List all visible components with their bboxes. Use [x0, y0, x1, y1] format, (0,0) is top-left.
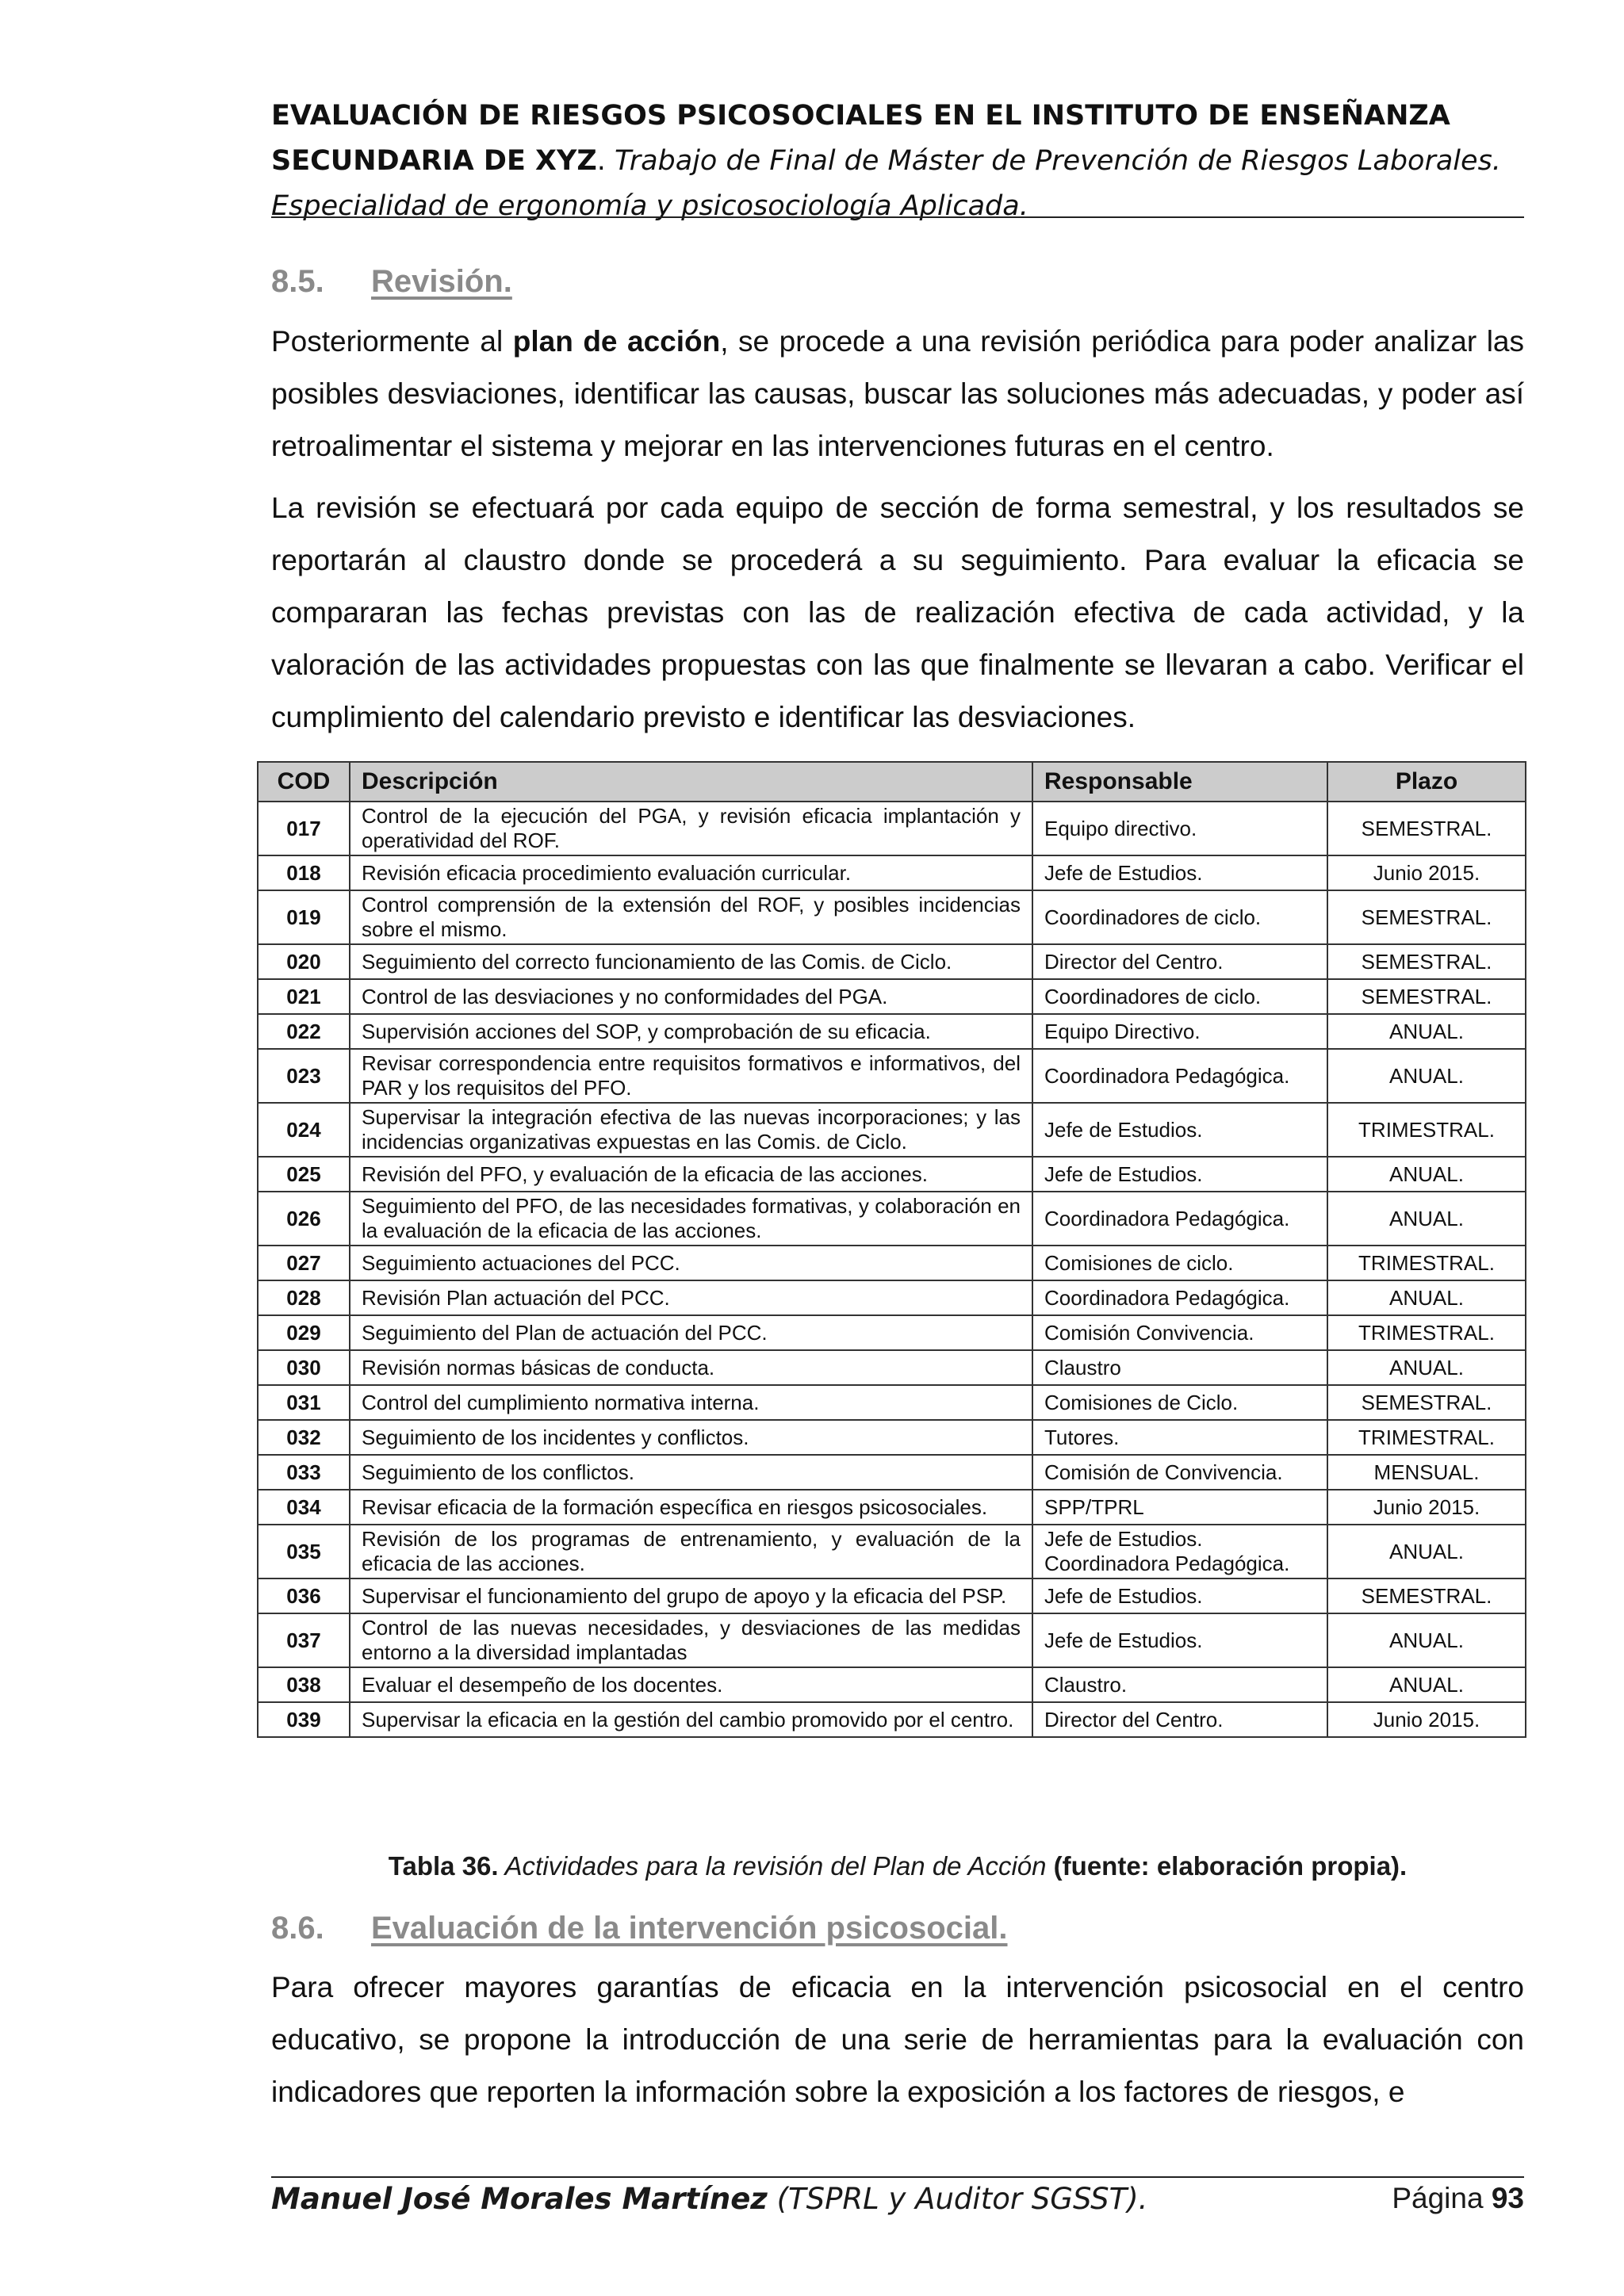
column-header-responsable: Responsable [1032, 762, 1327, 802]
cell-responsable: Comisión de Convivencia. [1032, 1455, 1327, 1490]
page-footer [271, 2182, 1524, 2221]
cell-descripcion: Seguimiento del Plan de actuación del PCC. [350, 1315, 1032, 1350]
cell-cod: 019 [258, 890, 350, 944]
table-row [258, 1246, 1526, 1280]
cell-plazo: ANUAL. [1327, 1667, 1526, 1702]
cell-cod: 030 [258, 1350, 350, 1385]
header-title-bold: EVALUACIÓN DE RIESGOS PSICOSOCIALES EN EL INSTITUTO DE ENSEÑANZA SECUNDARIA DE XYZ [271, 100, 1450, 177]
cell-descripcion: Revisión eficacia procedimiento evaluación curricular. [350, 855, 1032, 890]
cell-plazo: SEMESTRAL. [1327, 890, 1526, 944]
cell-plazo: ANUAL. [1327, 1613, 1526, 1667]
cell-cod: 036 [258, 1578, 350, 1613]
column-header-cod: COD [258, 762, 350, 802]
author-name: Manuel José Morales Martínez [271, 2182, 768, 2216]
cell-descripcion: Revisión Plan actuación del PCC. [350, 1280, 1032, 1315]
cell-responsable: Claustro. [1032, 1667, 1327, 1702]
cell-descripcion: Control de la ejecución del PGA, y revisión eficacia implantación y operatividad del ROF. [350, 802, 1032, 855]
column-header-descripcion: Descripción [350, 762, 1032, 802]
cell-responsable: Coordinadora Pedagógica. [1032, 1280, 1327, 1315]
cell-cod: 021 [258, 979, 350, 1014]
table-row [258, 1280, 1526, 1315]
caption-text: Actividades para la revisión del Plan de Acción [498, 1851, 1047, 1881]
cell-descripcion: Control de las nuevas necesidades, y desviaciones de las medidas entorno a la diversidad implantadas [350, 1613, 1032, 1667]
cell-responsable: Jefe de Estudios. [1032, 1613, 1327, 1667]
table-row [258, 1578, 1526, 1613]
cell-cod: 020 [258, 944, 350, 979]
cell-descripcion: Seguimiento del correcto funcionamiento de las Comis. de Ciclo. [350, 944, 1032, 979]
section-number: 8.6. [271, 1911, 324, 1946]
cell-cod: 026 [258, 1192, 350, 1246]
cell-responsable: Comisión Convivencia. [1032, 1315, 1327, 1350]
cell-plazo: MENSUAL. [1327, 1455, 1526, 1490]
table-caption [271, 1851, 1524, 1881]
header-rule [271, 216, 1524, 218]
cell-descripcion: Control de las desviaciones y no conformidades del PGA. [350, 979, 1032, 1014]
cell-cod: 038 [258, 1667, 350, 1702]
section-title: Revisión. [371, 264, 512, 299]
cell-responsable: Coordinadora Pedagógica. [1032, 1049, 1327, 1103]
paragraph-revision: La revisión se efectuará por cada equipo de sección de forma semestral, y los resultados se reportarán al claustro donde se procederá a su seguimiento. Para evaluar la eficacia se compararan las fechas previstas con las de realización efectiva de cada actividad, y la valoración de las actividades propuestas con las que finalmente se llevaran a cabo. Verificar el cumplimiento del calendario previsto e identificar las desviaciones. [271, 492, 1524, 733]
cell-responsable: Jefe de Estudios. [1032, 855, 1327, 890]
table-row [258, 1455, 1526, 1490]
cell-responsable: Equipo directivo. [1032, 802, 1327, 855]
cell-plazo: ANUAL. [1327, 1157, 1526, 1192]
page-number: 93 [1491, 2182, 1524, 2214]
cell-responsable: Tutores. [1032, 1420, 1327, 1455]
footer-author [271, 2182, 1147, 2216]
section-heading-8-5 [271, 264, 512, 300]
cell-descripcion: Supervisión acciones del SOP, y comprobación de su eficacia. [350, 1014, 1032, 1049]
cell-descripcion: Seguimiento de los conflictos. [350, 1455, 1032, 1490]
page-label: Página [1392, 2182, 1492, 2214]
cell-responsable: Coordinadora Pedagógica. [1032, 1192, 1327, 1246]
cell-descripcion: Control comprensión de la extensión del ROF, y posibles incidencias sobre el mismo. [350, 890, 1032, 944]
cell-plazo: Junio 2015. [1327, 1702, 1526, 1737]
cell-cod: 032 [258, 1420, 350, 1455]
cell-responsable: Jefe de Estudios. [1032, 1578, 1327, 1613]
table-row [258, 855, 1526, 890]
cell-responsable: Comisiones de ciclo. [1032, 1246, 1327, 1280]
cell-cod: 039 [258, 1702, 350, 1737]
cell-plazo: SEMESTRAL. [1327, 944, 1526, 979]
cell-cod: 022 [258, 1014, 350, 1049]
table-row [258, 1613, 1526, 1667]
cell-descripcion: Seguimiento del PFO, de las necesidades formativas, y colaboración en la evaluación de la eficacia de las acciones. [350, 1192, 1032, 1246]
table-row [258, 1525, 1526, 1578]
revision-activities-table [257, 761, 1526, 1738]
cell-cod: 033 [258, 1455, 350, 1490]
cell-descripcion: Revisar correspondencia entre requisitos formativos e informativos, del PAR y los requisitos del PFO. [350, 1049, 1032, 1103]
caption-label: Tabla 36. [388, 1851, 499, 1881]
table-header-row [258, 762, 1526, 802]
cell-responsable: Jefe de Estudios. Coordinadora Pedagógica. [1032, 1525, 1327, 1578]
author-role: (TSPRL y Auditor SGSST). [767, 2182, 1148, 2216]
cell-descripcion: Revisión del PFO, y evaluación de la eficacia de las acciones. [350, 1157, 1032, 1192]
cell-cod: 025 [258, 1157, 350, 1192]
table-row [258, 1192, 1526, 1246]
table-row [258, 1157, 1526, 1192]
cell-plazo: SEMESTRAL. [1327, 1578, 1526, 1613]
paragraph-text: , se procede a una revisión periódica para poder analizar las posibles desviaciones, identificar las causas, buscar las soluciones más adecuadas, y poder así retroalimentar el sistema y mejorar en las intervenciones futuras en el centro. [271, 325, 1524, 462]
column-header-plazo: Plazo [1327, 762, 1526, 802]
table-row [258, 1350, 1526, 1385]
cell-responsable: Coordinadores de ciclo. [1032, 979, 1327, 1014]
cell-cod: 031 [258, 1385, 350, 1420]
cell-plazo: SEMESTRAL. [1327, 979, 1526, 1014]
table-row [258, 1385, 1526, 1420]
cell-plazo: ANUAL. [1327, 1280, 1526, 1315]
cell-descripcion: Evaluar el desempeño de los docentes. [350, 1667, 1032, 1702]
cell-responsable: Director del Centro. [1032, 1702, 1327, 1737]
cell-descripcion: Seguimiento de los incidentes y conflictos. [350, 1420, 1032, 1455]
cell-responsable: Jefe de Estudios. [1032, 1157, 1327, 1192]
table-row [258, 979, 1526, 1014]
cell-descripcion: Supervisar la integración efectiva de las nuevas incorporaciones; y las incidencias organizativas expuestas en las Comis. de Ciclo. [350, 1103, 1032, 1157]
cell-plazo: ANUAL. [1327, 1014, 1526, 1049]
cell-responsable: Jefe de Estudios. [1032, 1103, 1327, 1157]
cell-descripcion: Revisar eficacia de la formación específica en riesgos psicosociales. [350, 1490, 1032, 1525]
cell-plazo: SEMESTRAL. [1327, 1385, 1526, 1420]
cell-descripcion: Supervisar el funcionamiento del grupo de apoyo y la eficacia del PSP. [350, 1578, 1032, 1613]
paragraph-plan-accion [271, 316, 1524, 473]
section-number: 8.5. [271, 264, 324, 299]
table-row [258, 1049, 1526, 1103]
cell-plazo: ANUAL. [1327, 1350, 1526, 1385]
cell-responsable: Coordinadores de ciclo. [1032, 890, 1327, 944]
cell-responsable: Claustro [1032, 1350, 1327, 1385]
paragraph-evaluacion: Para ofrecer mayores garantías de eficacia en la intervención psicosocial en el centro educativo, se propone la introducción de una serie de herramientas para la evaluación con indicadores que reporten la información sobre la exposición a los factores de riesgos, e [271, 1971, 1524, 2108]
paragraph-text: Posteriormente al [271, 325, 513, 358]
footer-page [1392, 2182, 1524, 2215]
cell-cod: 028 [258, 1280, 350, 1315]
table-row [258, 944, 1526, 979]
table-row [258, 1702, 1526, 1737]
cell-cod: 027 [258, 1246, 350, 1280]
table-row [258, 890, 1526, 944]
cell-descripcion: Seguimiento actuaciones del PCC. [350, 1246, 1032, 1280]
section-title: Evaluación de la intervención psicosocial. [371, 1911, 1008, 1946]
cell-cod: 018 [258, 855, 350, 890]
caption-source: (fuente: elaboración propia). [1046, 1851, 1408, 1881]
table-row [258, 802, 1526, 855]
header-separator: . [596, 145, 615, 177]
cell-plazo: TRIMESTRAL. [1327, 1103, 1526, 1157]
cell-cod: 029 [258, 1315, 350, 1350]
table-row [258, 1014, 1526, 1049]
table-row [258, 1315, 1526, 1350]
table-row [258, 1103, 1526, 1157]
cell-cod: 034 [258, 1490, 350, 1525]
table-row [258, 1420, 1526, 1455]
table-body [258, 802, 1526, 1737]
section-heading-8-6 [271, 1911, 1008, 1946]
cell-responsable: Director del Centro. [1032, 944, 1327, 979]
cell-plazo: TRIMESTRAL. [1327, 1246, 1526, 1280]
table-row [258, 1667, 1526, 1702]
cell-descripcion: Revisión de los programas de entrenamiento, y evaluación de la eficacia de las acciones. [350, 1525, 1032, 1578]
running-header [271, 94, 1524, 229]
cell-cod: 017 [258, 802, 350, 855]
footer-rule [271, 2176, 1524, 2178]
cell-cod: 035 [258, 1525, 350, 1578]
paragraph-bold-term: plan de acción [512, 325, 721, 358]
cell-plazo: TRIMESTRAL. [1327, 1315, 1526, 1350]
cell-plazo: ANUAL. [1327, 1049, 1526, 1103]
cell-plazo: Junio 2015. [1327, 1490, 1526, 1525]
cell-cod: 024 [258, 1103, 350, 1157]
header-title-italic: Trabajo de Final de Máster de Prevención de Riesgos Laborales. Especialidad de ergonomía y psicosociología Aplicada. [271, 145, 1501, 222]
cell-cod: 037 [258, 1613, 350, 1667]
cell-responsable: Comisiones de Ciclo. [1032, 1385, 1327, 1420]
cell-plazo: SEMESTRAL. [1327, 802, 1526, 855]
cell-plazo: ANUAL. [1327, 1192, 1526, 1246]
cell-responsable: SPP/TPRL [1032, 1490, 1327, 1525]
cell-descripcion: Revisión normas básicas de conducta. [350, 1350, 1032, 1385]
cell-responsable: Equipo Directivo. [1032, 1014, 1327, 1049]
cell-descripcion: Supervisar la eficacia en la gestión del cambio promovido por el centro. [350, 1702, 1032, 1737]
cell-descripcion: Control del cumplimiento normativa interna. [350, 1385, 1032, 1420]
cell-cod: 023 [258, 1049, 350, 1103]
table-row [258, 1490, 1526, 1525]
cell-plazo: ANUAL. [1327, 1525, 1526, 1578]
cell-plazo: TRIMESTRAL. [1327, 1420, 1526, 1455]
cell-plazo: Junio 2015. [1327, 855, 1526, 890]
